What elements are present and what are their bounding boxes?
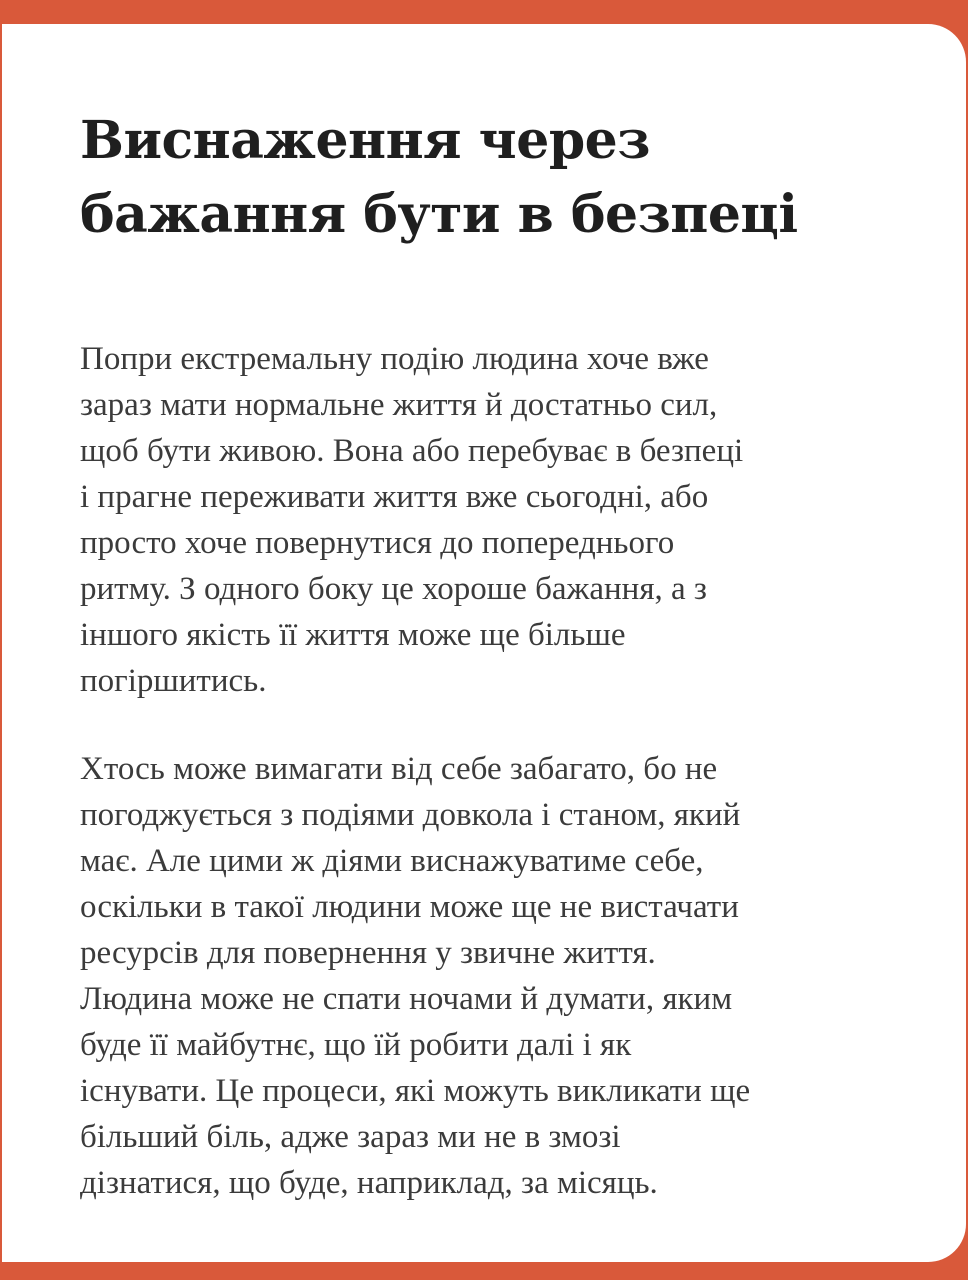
- article-paragraph-1: Попри екстремальну подію людина хоче вже зараз мати нормальне життя й достатньо сил, щоб бути живою. Вона або перебуває в безпеці і прагне переживати життя вже сьогодні, або просто хоче повернутися до попереднього ритму. З одного боку це хороше бажання, а з іншого якість її життя може ще більше погіршитись.: [80, 341, 744, 699]
- content-card: [2, 24, 966, 1262]
- article-title: Виснаження через бажання бути в безпеці: [80, 110, 798, 245]
- article-paragraph-2: Хтось може вимагати від себе забагато, бо не погоджується з подіями довкола і станом, який має. Але цими ж діями виснажуватиме себе, оскільки в такої людини може ще не вистачати ресурсів для повернення у звичне життя. Людина може не спати ночами й думати, яким буде її майбутнє, що їй робити далі і як існувати. Це процеси, які можуть викликати ще більший біль, адже зараз ми не в змозі дізнатися, що буде, наприклад, за місяць.: [80, 751, 751, 1201]
